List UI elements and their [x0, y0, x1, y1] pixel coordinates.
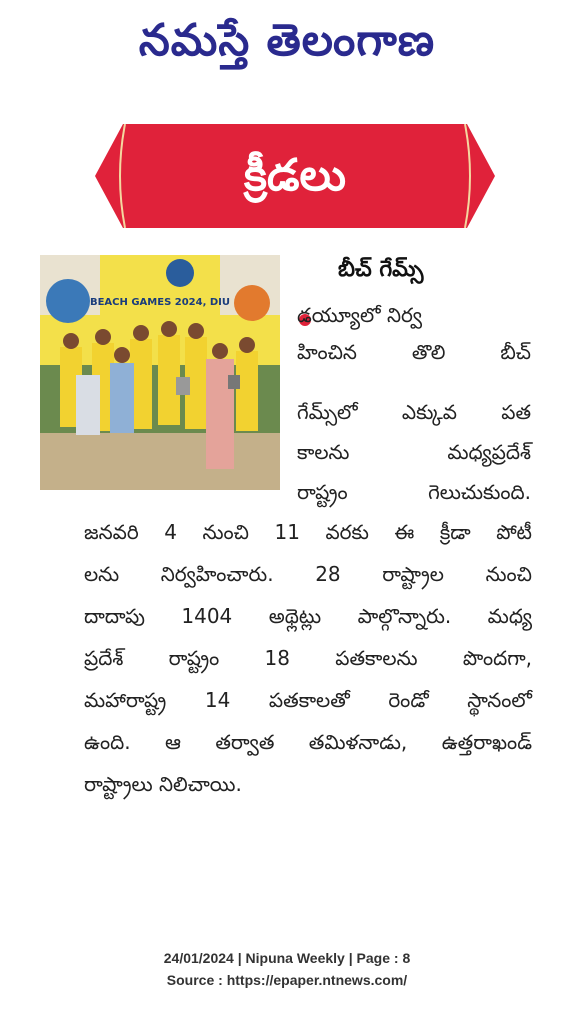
- article-side-line: డయ్యూలో నిర్వ: [297, 303, 423, 327]
- article-side-line: కాలను మధ్యప్రదేశ్: [297, 440, 531, 464]
- article-headline: బీచ్ గేమ్స్: [338, 257, 424, 282]
- article-body-line: రాష్ట్రాలు నిలిచాయి.: [84, 772, 242, 796]
- masthead-title: నమస్తే తెలంగాణ: [138, 15, 436, 66]
- event-photo: [40, 255, 280, 490]
- footer-date-line: 24/01/2024 | Nipuna Weekly | Page : 8: [163, 950, 411, 966]
- article-body-line: ప్రదేశ్ రాష్ట్రం 18 పతకాలను పొందగా,: [84, 646, 532, 670]
- article-body-line: లను నిర్వహించారు. 28 రాష్ట్రాల నుంచి: [84, 562, 532, 586]
- article-body-line: జనవరి 4 నుంచి 11 వరకు ఈ క్రీడా పోటీ: [84, 520, 532, 544]
- article-body-line: ఉంది. ఆ తర్వాత తమిళనాడు, ఉత్తరాఖండ్: [84, 730, 532, 754]
- article-side-line: హించిన తొలి బీచ్: [297, 340, 531, 364]
- photo-backdrop-text: BEACH GAMES 2024, DIU: [89, 297, 231, 308]
- section-banner: [95, 124, 495, 228]
- article-side-line: గేమ్స్‌లో ఎక్కువ పత: [297, 400, 531, 424]
- footer-source-line: Source : https://epaper.ntnews.com/: [166, 972, 408, 988]
- article-body-line: మహారాష్ట్ర 14 పతకాలతో రెండో స్థానంలో: [84, 688, 532, 712]
- section-label: క్రీడలు: [244, 150, 346, 201]
- article-body-line: దాదాపు 1404 అథ్లెట్లు పాల్గొన్నారు. మధ్య: [84, 604, 532, 628]
- article-side-line: రాష్ట్రం గెలుచుకుంది.: [297, 480, 531, 504]
